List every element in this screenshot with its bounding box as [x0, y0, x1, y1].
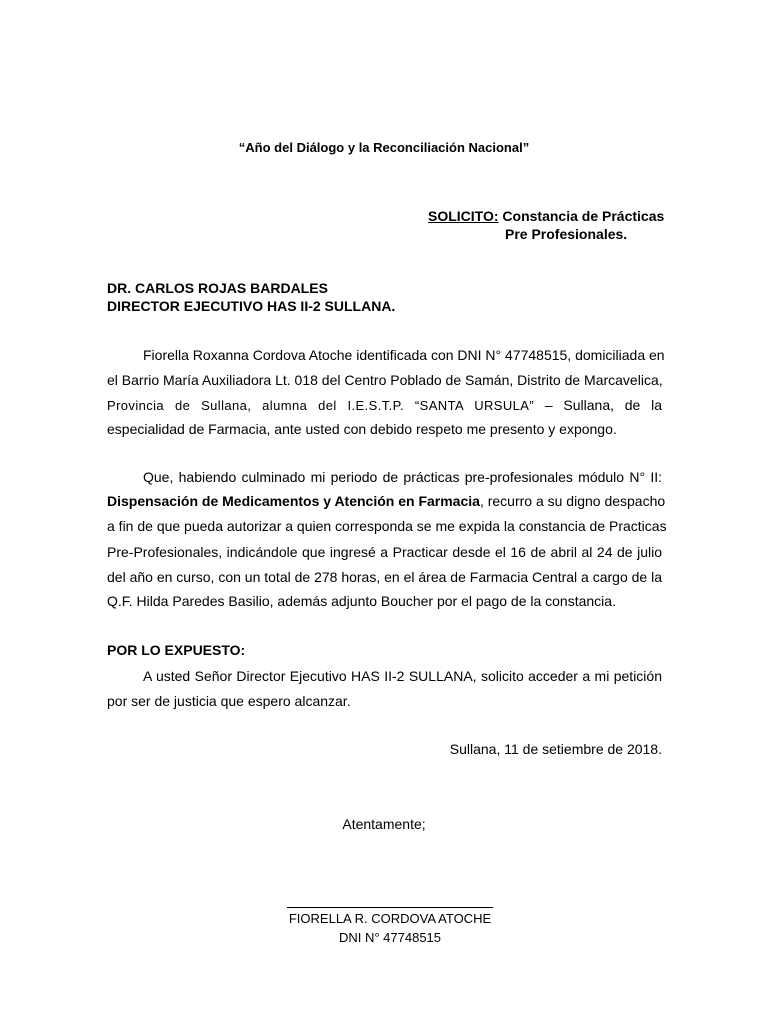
year-motto: “Año del Diálogo y la Reconciliación Nacional” — [238, 140, 530, 155]
paragraph-1-line-4: especialidad de Farmacia, ante usted con debido respeto me presento y expongo. — [107, 421, 617, 437]
module-name: Dispensación de Medicamentos y Atención en Farmacia — [107, 493, 480, 509]
signature-name: FIORELLA R. CORDOVA ATOCHE — [288, 911, 492, 926]
paragraph-2-line-2 — [107, 492, 666, 510]
addressee-title: DIRECTOR EJECUTIVO HAS II-2 SULLANA. — [107, 298, 396, 314]
request-label: SOLICITO: — [428, 208, 499, 224]
date-line: Sullana, 11 de setiembre de 2018. — [449, 741, 662, 757]
signature-line — [287, 907, 493, 908]
paragraph-2-line-6: Q.F. Hilda Paredes Basilio, además adjunto Boucher por el pago de la constancia. — [107, 593, 616, 609]
paragraph-2-line-5: del año en curso, con un total de 278 horas, en el área de Farmacia Central a cargo de la — [107, 569, 662, 585]
sign-off: Atentamente; — [342, 816, 426, 832]
paragraph-1-line-3-institution: Provincia de Sullana, alumna del I.E.S.T.P. “SANTA URSULA” — [107, 398, 535, 413]
closing-heading: POR LO EXPUESTO: — [107, 642, 246, 658]
closing-line-2: por ser de justicia que espero alcanzar. — [107, 693, 351, 709]
signature-id: DNI N° 47748515 — [338, 930, 442, 945]
request-line-2: Pre Profesionales. — [505, 226, 628, 242]
paragraph-2-line-4: Pre-Profesionales, indicándole que ingresé a Practicar desde el 16 de abril al 24 de julio — [107, 544, 662, 560]
paragraph-2-line-1: Que, habiendo culminado mi periodo de prácticas pre-profesionales módulo N° II: — [143, 469, 662, 485]
paragraph-1-line-3 — [107, 396, 662, 415]
request-block — [428, 207, 664, 225]
paragraph-1-line-3-city: – Sullana, de la — [534, 397, 663, 413]
paragraph-1-line-1: Fiorella Roxanna Cordova Atoche identificada con DNI N° 47748515, domiciliada en — [143, 347, 665, 363]
paragraph-1-line-2: el Barrio María Auxiliadora Lt. 018 del Centro Poblado de Samán, Distrito de Marcavelica, — [107, 372, 663, 388]
closing-line-1: A usted Señor Director Ejecutivo HAS II-2 SULLANA, solicito acceder a mi petición — [143, 668, 662, 684]
paragraph-2-line-2-rest: , recurro a su digno despacho — [479, 493, 666, 509]
addressee-name: DR. CARLOS ROJAS BARDALES — [107, 280, 328, 296]
request-line-1: Constancia de Prácticas — [502, 208, 665, 224]
paragraph-2-line-3: a fin de que pueda autorizar a quien corresponda se me expida la constancia de Practicas — [107, 518, 667, 534]
